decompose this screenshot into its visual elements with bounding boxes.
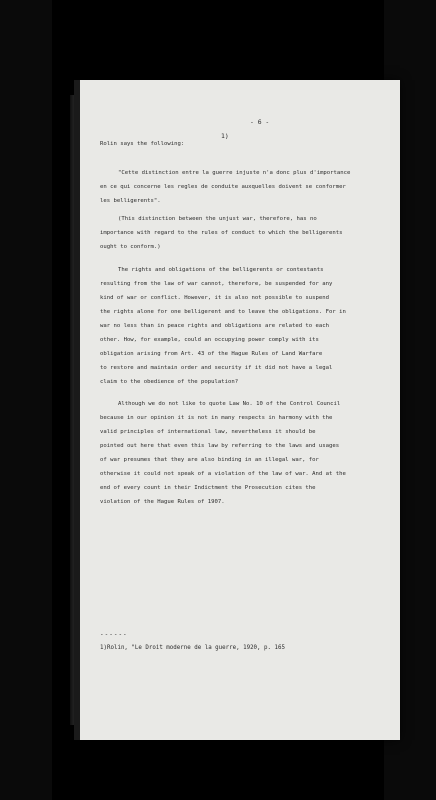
page-shadow-edge — [70, 95, 80, 725]
footnote-marker: 1) — [221, 132, 229, 140]
paragraph-control-council-line: end of every count in their Indictment the Prosecution cites the — [100, 485, 316, 491]
paragraph-control-council-line: because in our opinion it is not in many respects in harmony with the — [100, 415, 333, 421]
page-number: - 6 - — [250, 118, 270, 126]
paragraph-control-council-line: valid principles of international law, nevertheless it should be — [100, 429, 316, 435]
paragraph-rights-line: The rights and obligations of the belligerents or contestants — [118, 267, 324, 273]
translation-line: importance with regard to the rules of conduct to which the belligerents — [100, 230, 343, 236]
quote-french-line: "Cette distinction entre la guerre injuste n'a donc plus d'importance — [118, 170, 351, 176]
paragraph-control-council-line: pointed out here that even this law by referring to the laws and usages — [100, 443, 340, 449]
paragraph-rights-line: obligation arising from Art. 43 of the Hague Rules of Land Warfare — [100, 351, 323, 357]
translation-line: ought to conform.) — [100, 244, 161, 250]
quote-french-line: en ce qui concerne les regles de conduite auxquelles doivent se conformer — [100, 184, 346, 190]
paragraph-rights-line: resulting from the law of war cannot, therefore, be suspended for any — [100, 281, 333, 287]
paragraph-rights-line: claim to the obedience of the population? — [100, 379, 239, 385]
paragraph-rights-line: kind of war or conflict. However, it is also not possible to suspend — [100, 295, 330, 301]
intro-line: Rolin says the following: — [100, 141, 185, 147]
translation-line: (This distinction between the unjust war, therefore, has no — [118, 216, 317, 222]
paragraph-rights-line: the rights alone for one belligerent and to leave the obligations. For in — [100, 309, 346, 315]
footnote-separator: ------ — [100, 631, 128, 638]
paragraph-rights-line: to restore and maintain order and security if it did not have a legal — [100, 365, 333, 371]
paragraph-rights-line: war no less than in peace rights and obligations are related to each — [100, 323, 330, 329]
footnote-text: 1)Rolin, "Le Droit moderne de la guerre, 1920, p. 165 — [100, 645, 285, 651]
scan-border-left — [0, 0, 52, 800]
document-page — [80, 80, 400, 740]
quote-french-line: les belligerents". — [100, 198, 161, 204]
document-text — [80, 80, 400, 740]
paragraph-control-council-line: otherwise it could not speak of a violation of the law of war. And at the — [100, 471, 346, 477]
paragraph-control-council-line: violation of the Hague Rules of 1907. — [100, 499, 225, 505]
paragraph-rights-line: other. How, for example, could an occupying power comply with its — [100, 337, 319, 343]
paragraph-control-council-line: Although we do not like to quote Law No. 10 of the Control Council — [118, 401, 341, 407]
paragraph-control-council-line: of war presumes that they are also binding in an illegal war, for — [100, 457, 319, 463]
